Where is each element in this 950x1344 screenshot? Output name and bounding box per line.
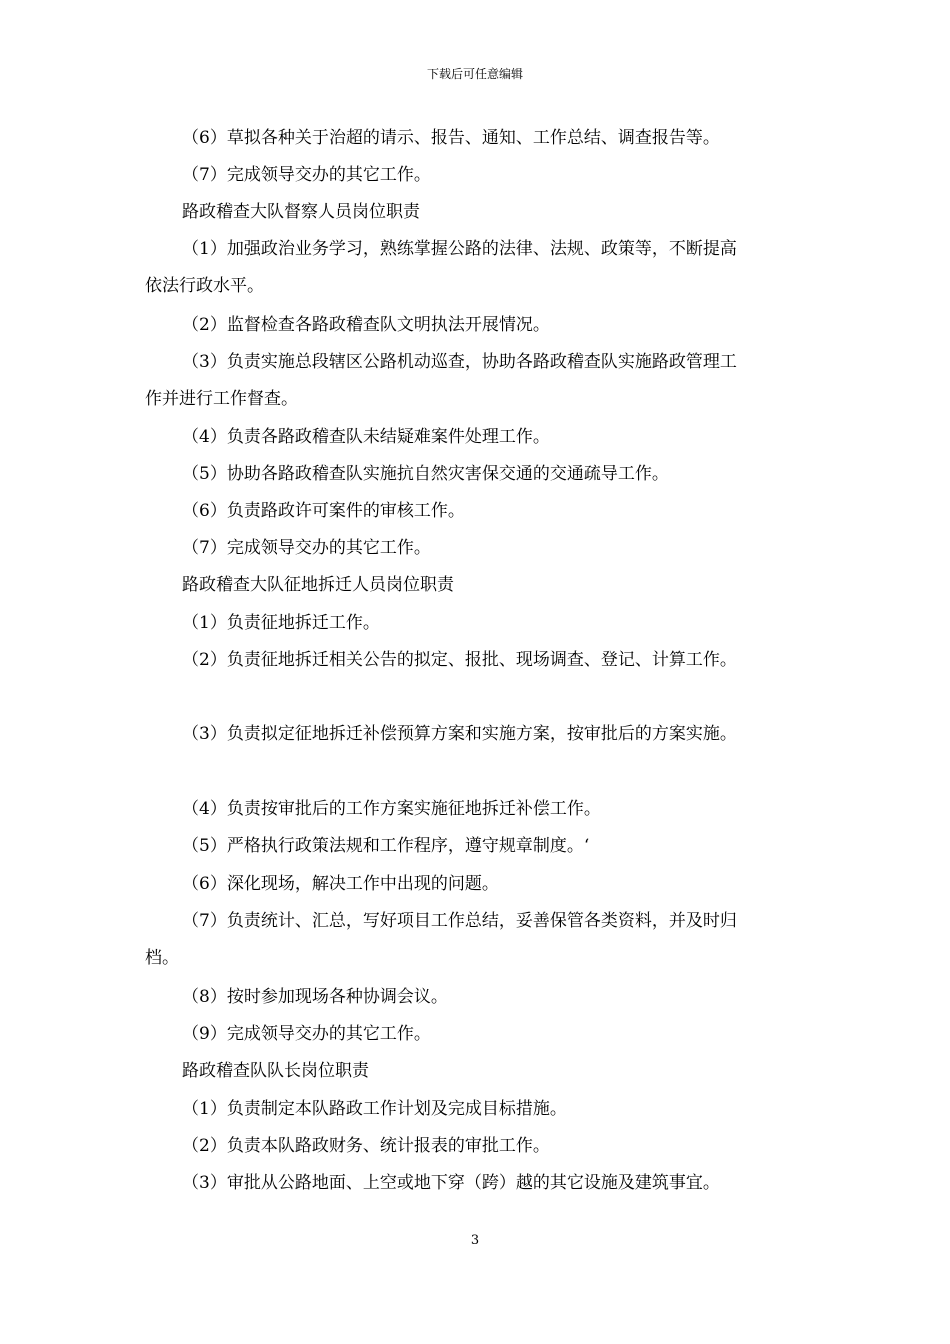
page-number: 3 [470, 1233, 480, 1248]
page-header: 下载后可任意编辑 [426, 67, 523, 81]
doc-line: （7）完成领导交办的其它工作。 [182, 538, 431, 558]
doc-line: （6）深化现场，解决工作中出现的问题。 [182, 874, 499, 894]
doc-line: （5）严格执行政策法规和工作程序，遵守规章制度。‘ [182, 836, 590, 856]
doc-line: （9）完成领导交办的其它工作。 [182, 1024, 431, 1044]
doc-line: （5）协助各路政稽查队实施抗自然灾害保交通的交通疏导工作。 [182, 464, 669, 484]
doc-line: （3）负责实施总段辖区公路机动巡查，协助各路政稽查队实施路政管理工 [182, 352, 737, 372]
doc-line: （4）负责按审批后的工作方案实施征地拆迁补偿工作。 [182, 799, 601, 819]
doc-line: （2）监督检查各路政稽查队文明执法开展情况。 [182, 315, 550, 335]
doc-line: 依法行政水平。 [145, 276, 264, 296]
doc-line: （1）负责征地拆迁工作。 [182, 613, 380, 633]
doc-line: 作并进行工作督查。 [145, 389, 298, 409]
doc-line: （1）负责制定本队路政工作计划及完成目标措施。 [182, 1099, 567, 1119]
doc-line: （3）审批从公路地面、上空或地下穿（跨）越的其它设施及建筑事宜。 [182, 1173, 720, 1193]
doc-line: （4）负责各路政稽查队未结疑难案件处理工作。 [182, 427, 550, 447]
section-heading: 路政稽查队队长岗位职责 [182, 1061, 369, 1081]
doc-line: （8）按时参加现场各种协调会议。 [182, 987, 448, 1007]
doc-line: 档。 [145, 948, 179, 968]
doc-line: （2）负责本队路政财务、统计报表的审批工作。 [182, 1136, 550, 1156]
section-heading: 路政稽查大队督察人员岗位职责 [182, 202, 420, 222]
doc-line: （2）负责征地拆迁相关公告的拟定、报批、现场调查、登记、计算工作。 [182, 650, 737, 670]
doc-line: （3）负责拟定征地拆迁补偿预算方案和实施方案，按审批后的方案实施。 [182, 724, 737, 744]
doc-line: （6）草拟各种关于治超的请示、报告、通知、工作总结、调查报告等。 [182, 128, 720, 148]
doc-line: （7）负责统计、汇总，写好项目工作总结，妥善保管各类资料，并及时归 [182, 911, 737, 931]
doc-line: （7）完成领导交办的其它工作。 [182, 165, 431, 185]
doc-line: （1）加强政治业务学习，熟练掌握公路的法律、法规、政策等，不断提高 [182, 239, 737, 259]
section-heading: 路政稽查大队征地拆迁人员岗位职责 [182, 575, 454, 595]
doc-line: （6）负责路政许可案件的审核工作。 [182, 501, 465, 521]
